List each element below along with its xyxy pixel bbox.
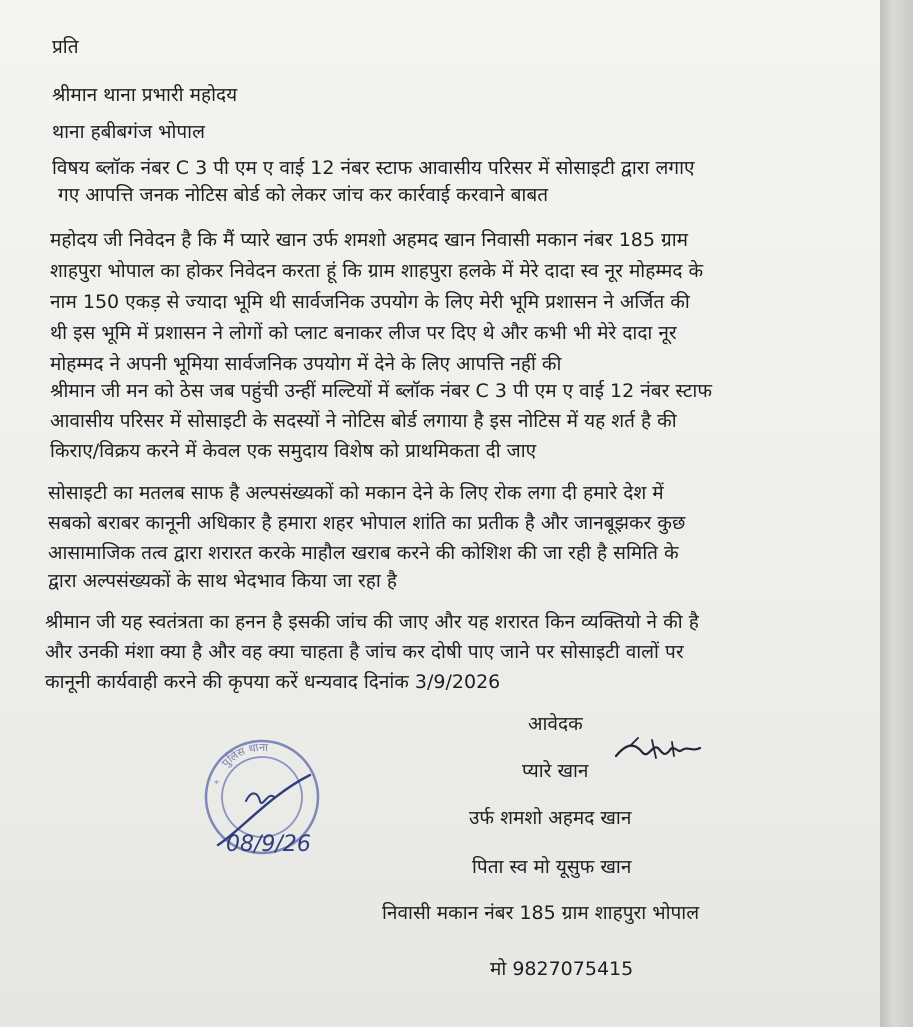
paragraph-line: थी इस भूमि में प्रशासन ने लोगों को प्लाट बनाकर लीज पर दिए थे और कभी भी मेरे दादा नूर <box>50 322 677 344</box>
applicant-mobile: मो 9827075415 <box>490 958 634 980</box>
applicant-label: आवेदक <box>528 713 583 735</box>
svg-text:पुलिस थाना <box>219 741 268 770</box>
paragraph-line: और उनकी मंशा क्या है और वह क्या चाहता है जांच कर दोषी पाए जाने पर सोसाइटी वालों पर <box>45 641 684 663</box>
paragraph-line: मोहम्मद ने अपनी भूमिया सार्वजनिक उपयोग में देने के लिए आपत्ति नहीं की <box>50 353 562 375</box>
paragraph-line: कानूनी कार्यवाही करने की कृपया करें धन्यवाद दिनांक 3/9/2026 <box>45 671 501 693</box>
paragraph-line: शाहपुरा भोपाल का होकर निवेदन करता हूं कि ग्राम शाहपुरा हलके में मेरे दादा स्व नूर मोहम्मद के <box>50 260 704 282</box>
paragraph-line: द्वारा अल्पसंख्यकों के साथ भेदभाव किया जा रहा है <box>48 570 397 592</box>
paragraph-line: आवासीय परिसर में सोसाइटी के सदस्यों ने नोटिस बोर्ड लगाया है इस नोटिस में यह शर्त है की <box>50 410 677 432</box>
svg-text:*: * <box>214 779 219 790</box>
applicant-address: निवासी मकान नंबर 185 ग्राम शाहपुरा भोपाल <box>382 902 700 924</box>
applicant-father: पिता स्व मो यूसुफ खान <box>472 856 632 878</box>
subject-line: गए आपत्ति जनक नोटिस बोर्ड को लेकर जांच कर कार्रवाई करवाने बाबत <box>58 184 549 206</box>
police-station-stamp <box>200 735 325 860</box>
recipient-title: श्रीमान थाना प्रभारी महोदय <box>52 84 238 106</box>
paragraph-line: सोसाइटी का मतलब साफ है अल्पसंख्यकों को मकान देने के लिए रोक लगा दी हमारे देश में <box>48 482 664 504</box>
recipient-station: थाना हबीबगंज भोपाल <box>52 121 205 143</box>
applicant-alias: उर्फ शमशो अहमद खान <box>469 807 632 829</box>
stamp-handwritten-date: 08/9/26 <box>226 832 311 857</box>
applicant-name: प्यारे खान <box>522 760 589 782</box>
paragraph-line: सबको बराबर कानूनी अधिकार है हमारा शहर भोपाल शांति का प्रतीक है और जानबूझकर कुछ <box>48 512 686 534</box>
salutation-to: प्रति <box>52 36 79 58</box>
stamp-ring-text: पुलिस थाना <box>219 740 269 770</box>
background-edge <box>880 0 913 1027</box>
paragraph-line: श्रीमान जी यह स्वतंत्रता का हनन है इसकी जांच की जाए और यह शरारत किन व्यक्तियो ने की है <box>45 611 699 633</box>
paragraph-line: नाम 150 एकड़ से ज्यादा भूमि थी सार्वजनिक उपयोग के लिए मेरी भूमि प्रशासन ने अर्जित की <box>50 291 690 313</box>
subject-line: विषय ब्लॉक नंबर C 3 पी एम ए वाई 12 नंबर स्टाफ आवासीय परिसर में सोसाइटी द्वारा लगाए <box>52 157 695 179</box>
paragraph-line: आसामाजिक तत्व द्वारा शरारत करके माहौल खराब करने की कोशिश की जा रही है समिति के <box>48 542 679 564</box>
paragraph-line: श्रीमान जी मन को ठेस जब पहुंची उन्हीं मल्टियों में ब्लॉक नंबर C 3 पी एम ए वाई 12 नंबर स्टाफ <box>50 380 712 402</box>
paragraph-line: महोदय जी निवेदन है कि मैं प्यारे खान उर्फ शमशो अहमद खान निवासी मकान नंबर 185 ग्राम <box>50 229 689 251</box>
paragraph-line: किराए/विक्रय करने में केवल एक समुदाय विशेष को प्राथमिकता दी जाए <box>50 440 537 462</box>
signature-scribble <box>612 732 704 772</box>
